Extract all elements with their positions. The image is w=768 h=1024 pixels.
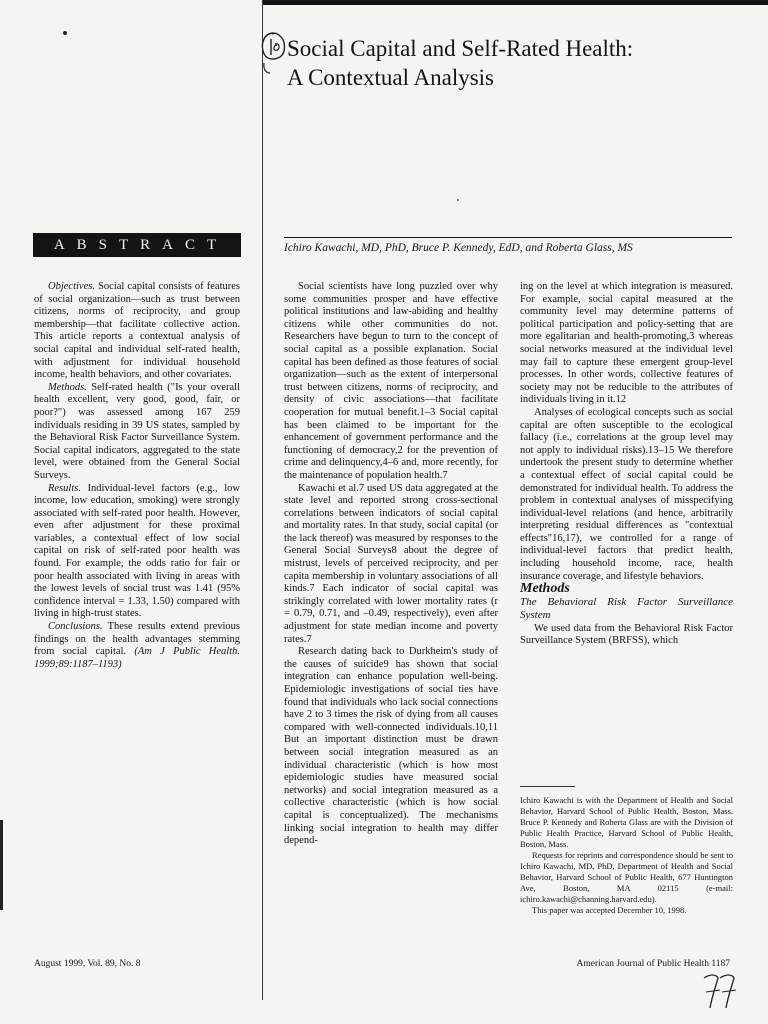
footnote-accepted: This paper was accepted December 10, 1998. (532, 905, 687, 915)
abstract-methods (34, 382, 240, 483)
abstract-column (34, 281, 240, 671)
body-paragraph: Social scientists have long puzzled over why some communities prosper and have effective political institutions and law-abiding and healthy citizens while other communities do not. Researchers have begun to turn to the concept of social capital as a possible explanation. Social capital has been defined as those features of social organization—such as the extent of interpersonal trust between citizens, norms of reciprocity, and density of civic associations—that facilitate cooperation for mutual benefit.1–3 Social capital has been claimed to be important for the enhancement of government performance and the functioning of democracy,2 for the prevention of crime and delinquency,4–6 and, more recently, for the maintenance of population health.7 (284, 281, 498, 481)
body-paragraph: Analyses of ecological concepts such as social capital are often susceptible to the ecological fallacy (i.e., correlations at the group level may not apply to individual risks).13–15 We therefore undertook the present study to determine whether a contextual effect of social capital could be demonstrated for individual health. To address the problem in contextual analyses of misspecifying individual-level relations (and hence, arbitrarily interpreting residual differences as "contextual effects"16,17), we controlled for a range of individual-level factors that predict health, including household income, race, health insurance coverage, and lifestyle behaviors. (520, 406, 733, 582)
footnote-affiliation: Ichiro Kawachi is with the Department of Health and Social Behavior, Harvard School of Public Health, Boston, Mass. Bruce P. Kennedy and Roberta Glass are with the Division of Public Health Practice, Harvard School of Public Health, Boston, Mass. (520, 795, 733, 849)
abstract-conclusions (34, 621, 240, 671)
brfss-subheading: The Behavioral Risk Factor Surveillance System (520, 595, 733, 622)
title-line-2: A Contextual Analysis (287, 65, 494, 90)
body-column-2 (520, 281, 733, 648)
methods-label: Methods. (48, 381, 87, 393)
methods-heading: Methods (520, 581, 570, 597)
body-column-1 (284, 281, 498, 848)
objectives-text: Social capital consists of features of social organization—such as trust between citizens, norms of reciprocity, and group membership—that facilitate collective action. This article reports a contextual analysis of social capital and individual self-rated health, with adjustment for individual household income, health behaviors, and other covariates. (34, 281, 240, 381)
abstract-citation: (Am J Public Health. 1999;89:1187–1193) (34, 646, 241, 670)
body-paragraph: Research dating back to Durkheim's study of the causes of suicide9 has shown that social integration can enhance population well-being. Epidemiologic investigations of social ties have found that individuals who lack social connections have 2 to 3 times the risk of dying from all causes compared with well-connected individuals.10,11 But an important distinction must be drawn between social integration measured as an individual characteristic (which is how most epidemiologic studies have measured social networks) and social integration measured as a collective characteristic (which is how social capital is conceptualized). The mechanisms linking social integration to health may differ depend- (284, 646, 498, 847)
title-line-1: Social Capital and Self-Rated Health: (287, 36, 634, 61)
results-text: Individual-level factors (e.g., low income, low education, smoking) were strongly associated with self-rated poor health. However, even after adjustment for these proximal variables, a contextual effect of low social capital on risk of self-rated poor health was found. For example, the odds ratio for fair or poor health associated with living in areas with the lowest levels of social trust was 1.41 (95% confidence interval = 1.33, 1.50) compared with living in high-trust states. (34, 482, 240, 620)
footer-issue: August 1999, Vol. 89, No. 8 (34, 959, 141, 969)
conclusions-text: These results extend previous findings on the health advantages stemming from social capital. (34, 621, 240, 658)
top-rule (262, 0, 768, 5)
results-label: Results. (48, 482, 81, 494)
abstract-heading: ABSTRACT (33, 233, 241, 257)
column-divider (262, 0, 263, 1000)
scan-edge-mark (0, 820, 3, 910)
scan-speck (63, 31, 67, 35)
body-paragraph: ing on the level at which integration is measured. For example, social capital measured at the community level may determine patterns of political participation and policy-setting that are more egalitarian and health-promoting,3 whereas social networks measured at the individual level may fail to capture these emergent group-level processes. In other words, collective features of society may not be reducible to the attributes of individuals living in it.12 (520, 281, 733, 406)
handwritten-circled-mark-icon (258, 27, 288, 75)
author-footnote (520, 795, 733, 916)
abstract-objectives (34, 281, 240, 382)
conclusions-label: Conclusions. (48, 621, 103, 633)
footnote-reprints: Requests for reprints and correspondence should be sent to Ichiro Kawachi, MD, PhD, Department of Health and Social Behavior, Harvard School of Public Health, 677 Huntington Ave, Boston, MA 02115 (e-mail: ichiro.kawachi@channing.harvard.edu). (520, 850, 733, 904)
body-paragraph: Kawachi et al.7 used US data aggregated at the state level and reported strong cross-sectional correlations between indicators of social capital and mortality rates. In that study, social capital (or the lack thereof) was measured by responses to the General Social Surveys8 about the degree of mistrust, levels of perceived reciprocity, and per capita membership in voluntary associations of all kinds.7 Each indicator of social capital was strikingly correlated with lower mortality rates (r = 0.79, 0.71, and –0.49, respectively), even after adjustment for state median income and poverty rates.7 (284, 482, 498, 645)
objectives-label: Objectives. (48, 281, 95, 292)
body-paragraph: We used data from the Behavioral Risk Factor Surveillance System (BRFSS), which (520, 622, 733, 647)
handwritten-scribble-icon (700, 970, 740, 1012)
scan-speck (457, 199, 459, 201)
methods-text: Self-rated health ("Is your overall health excellent, very good, good, fair, or poor?") was assessed among 167 259 individuals residing in 39 US states, sampled by the Behavioral Risk Factor Surveillance System. Social capital indicators, aggregated to the state level, were obtained from the General Social Surveys. (34, 381, 240, 481)
article-title (287, 34, 757, 92)
author-line: Ichiro Kawachi, MD, PhD, Bruce P. Kennedy, EdD, and Roberta Glass, MS (284, 242, 633, 254)
footnote-rule (520, 786, 575, 787)
author-rule (284, 237, 732, 238)
footer-journal-page: American Journal of Public Health 1187 (576, 959, 730, 969)
abstract-results (34, 483, 240, 622)
